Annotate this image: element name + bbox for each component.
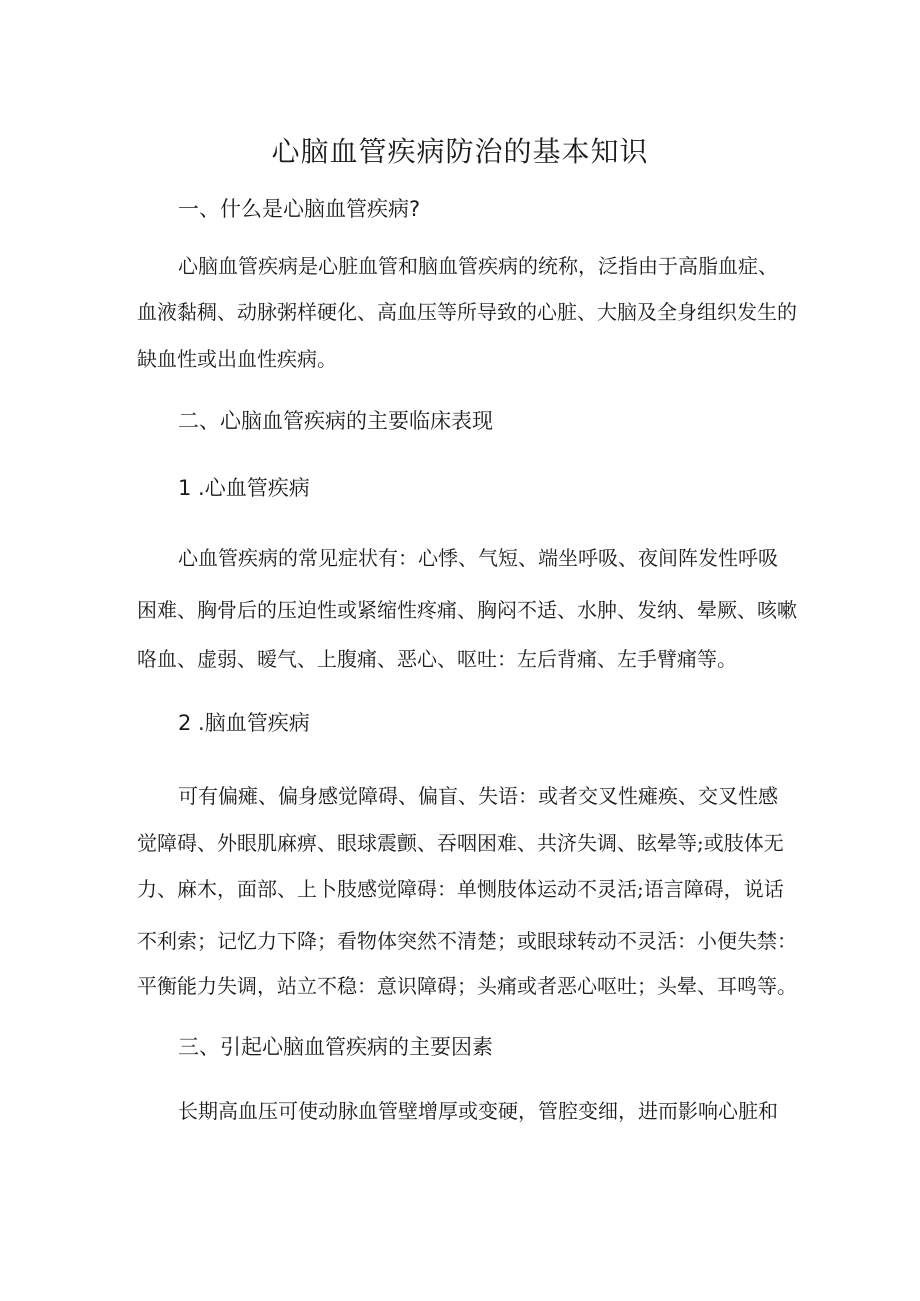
paragraph-line: 平衡能力失调，站立不稳：意识障碍；头痛或者恶心呕吐；头晕、耳鸣等。 — [137, 974, 797, 998]
section-heading-what-is: 一、什么是心脑血管疾病? — [178, 197, 421, 221]
subsection-heading-cerebro: 2 .脑血管疾病 — [178, 711, 310, 735]
paragraph-line: 血液黏稠、动脉粥样硬化、高血压等所导致的心脏、大脑及全身组织发生的 — [137, 300, 797, 324]
paragraph-line: 觉障碍、外眼肌麻痹、眼球震颤、吞咽困难、共济失调、眩晕等;或肢体无 — [137, 831, 784, 855]
paragraph-line: 缺血性或出血性疾病。 — [137, 347, 337, 371]
paragraph-line: 咯血、虚弱、暧气、上腹痛、恶心、呕吐：左后背痛、左手臂痛等。 — [137, 647, 737, 671]
paragraph-line: 长期高血压可使动脉血管壁增厚或变硬，管腔变细，进而影响心脏和 — [178, 1099, 778, 1123]
paragraph-line: 心血管疾病的常见症状有：心悸、气短、端坐呼吸、夜间阵发性呼吸 — [178, 546, 778, 570]
section-heading-causes: 三、引起心脑血管疾病的主要因素 — [178, 1035, 493, 1059]
section-heading-clinical: 二、心脑血管疾病的主要临床表现 — [178, 409, 493, 433]
paragraph-line: 困难、胸骨后的压迫性或紧缩性疼痛、胸闷不适、水肿、发纳、晕厥、咳嗽 — [137, 598, 797, 622]
paragraph-line: 心脑血管疾病是心脏血管和脑血管疾病的统称，泛指由于高脂血症、 — [178, 254, 778, 278]
subsection-heading-cardio: 1 .心血管疾病 — [178, 476, 310, 500]
paragraph-line: 可有偏瘫、偏身感觉障碍、偏盲、失语：或者交叉性瘫痪、交叉性感 — [178, 784, 778, 808]
document-title: 心脑血管疾病防治的基本知识 — [271, 135, 649, 168]
paragraph-line: 力、麻木，面部、上卜肢感觉障碍：单恻肢体运动不灵活;语言障碍，说话 — [137, 877, 784, 901]
paragraph-line: 不利索；记忆力下降；看物体突然不清楚；或眼球转动不灵活：小便失禁： — [137, 929, 797, 953]
